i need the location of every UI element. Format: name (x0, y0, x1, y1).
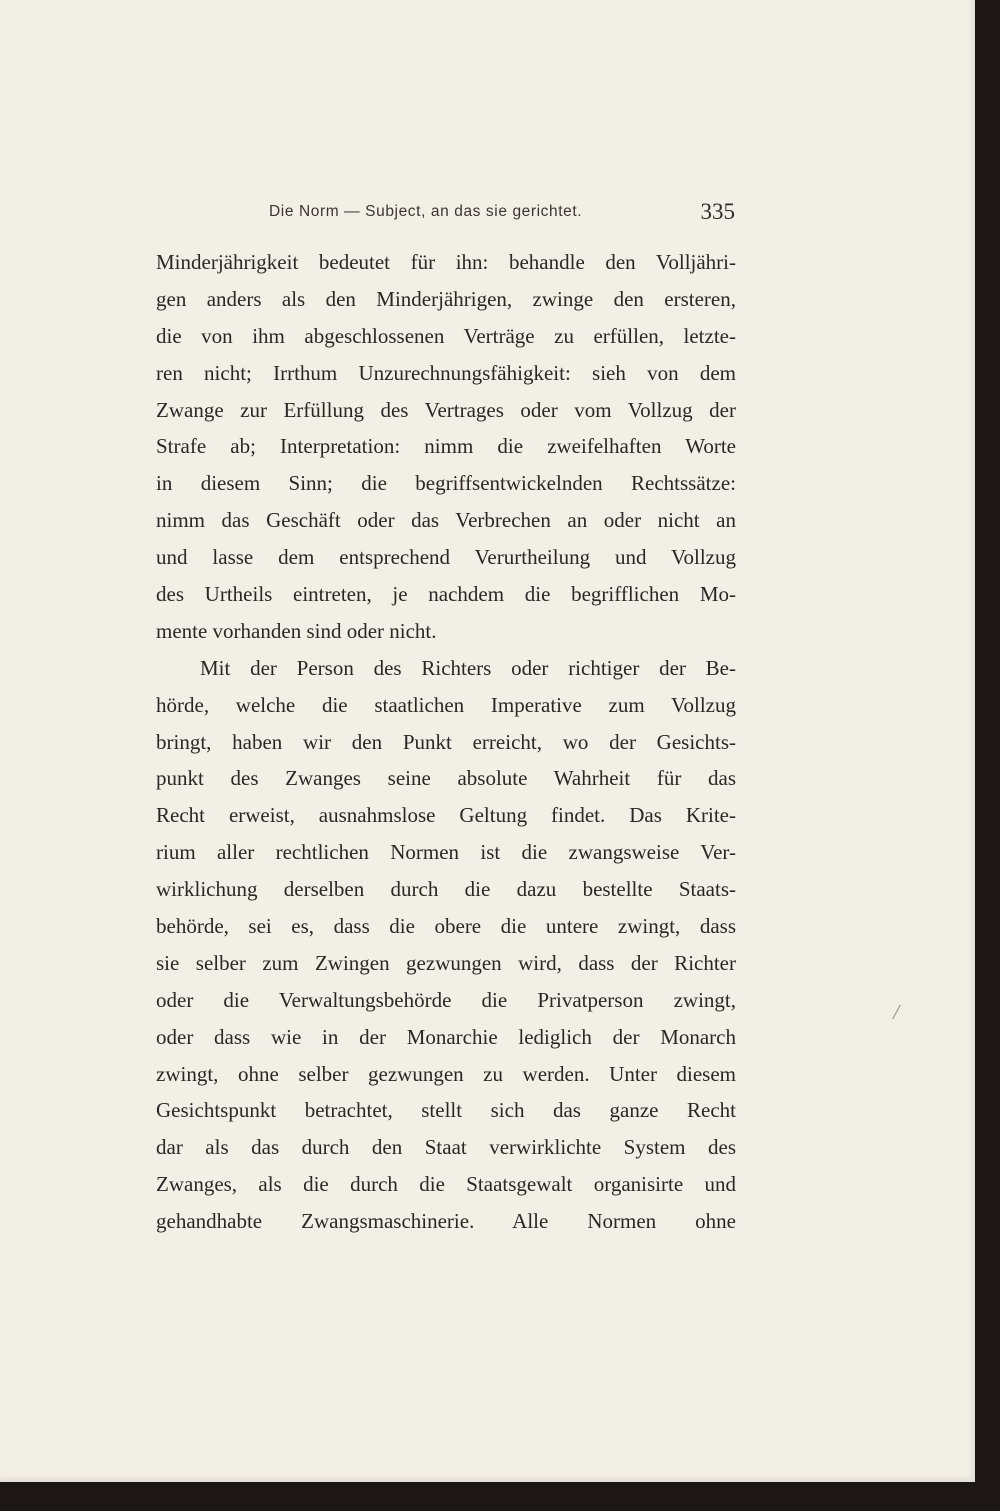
text-line: behörde, sei es, dass die obere die untere zwingt, dass (156, 914, 736, 939)
text-line: Mit der Person des Richters oder richtiger der Be- (200, 655, 736, 680)
text-line: mente vorhanden sind oder nicht. (156, 618, 437, 643)
running-title: Die Norm — Subject, an das sie gerichtet. (269, 203, 583, 220)
text-line: punkt des Zwanges seine absolute Wahrheit für das (156, 766, 736, 791)
text-line: Zwanges, als die durch die Staatsgewalt organisirte und (156, 1172, 736, 1197)
text-line: sie selber zum Zwingen gezwungen wird, dass der Richter (156, 950, 736, 975)
text-line: oder die Verwaltungsbehörde die Privatperson zwingt, (156, 987, 736, 1012)
text-line: Recht erweist, ausnahmslose Geltung findet. Das Krite- (156, 803, 736, 828)
page-number: 335 (700, 199, 735, 224)
text-line: Gesichtspunkt betrachtet, stellt sich das ganze Recht (156, 1098, 736, 1123)
text-line: und lasse dem entsprechend Verurtheilung und Vollzug (156, 545, 736, 570)
text-line: in diesem Sinn; die begriffsentwickelnden Rechtssätze: (156, 471, 736, 496)
text-line: hörde, welche die staatlichen Imperative zum Vollzug (156, 692, 736, 717)
paragraph-1 (156, 244, 736, 650)
pencil-mark (892, 1005, 900, 1020)
text-line: des Urtheils eintreten, je nachdem die begrifflichen Mo- (156, 582, 736, 607)
text-line: rium aller rechtlichen Normen ist die zwangsweise Ver- (156, 840, 736, 865)
text-line: gehandhabte Zwangsmaschinerie. Alle Normen ohne (156, 1209, 736, 1234)
text-line: die von ihm abgeschlossenen Verträge zu erfüllen, letzte- (156, 323, 736, 348)
text-line: wirklichung derselben durch die dazu bestellte Staats- (156, 877, 736, 902)
text-line: zwingt, ohne selber gezwungen zu werden. Unter diesem (156, 1061, 736, 1086)
text-line: bringt, haben wir den Punkt erreicht, wo der Gesichts- (156, 729, 736, 754)
text-line: ren nicht; Irrthum Unzurechnungsfähigkeit: sieh von dem (156, 360, 736, 385)
text-line: dar als das durch den Staat verwirklichte System des (156, 1135, 736, 1160)
page-header (269, 199, 741, 229)
text-line: Minderjährigkeit bedeutet für ihn: behandle den Volljähri- (156, 250, 736, 274)
text-line: oder dass wie in der Monarchie lediglich der Monarch (156, 1024, 736, 1049)
paragraph-2 (156, 650, 736, 1240)
text-line: Zwange zur Erfüllung des Vertrages oder vom Vollzug der (156, 397, 736, 422)
text-line: gen anders als den Minderjährigen, zwinge den ersteren, (156, 286, 736, 311)
body-text (156, 244, 736, 1240)
text-line: Strafe ab; Interpretation: nimm die zweifelhaften Worte (156, 434, 736, 459)
text-line: nimm das Geschäft oder das Verbrechen an oder nicht an (156, 508, 736, 533)
